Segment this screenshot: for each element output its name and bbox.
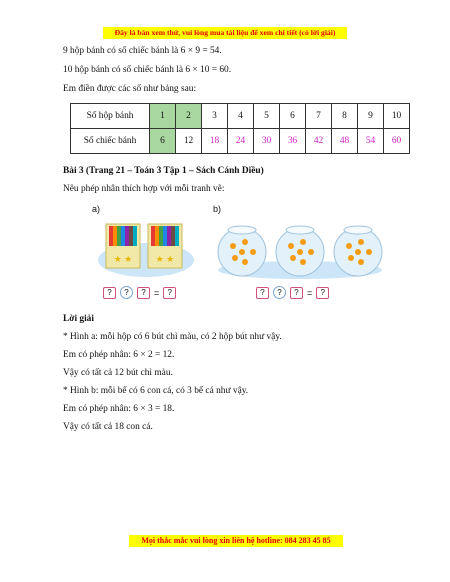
table-cell: 60 [384, 129, 410, 154]
answer-box[interactable]: ? [290, 287, 303, 299]
answer-box[interactable]: ? [103, 287, 116, 299]
answer-box[interactable]: ? [163, 287, 176, 299]
operator-circle[interactable]: ? [120, 286, 133, 299]
table-cell: 30 [254, 129, 280, 154]
table-cell: 2 [176, 104, 202, 129]
table-cell: 24 [228, 129, 254, 154]
svg-text:★ ★: ★ ★ [113, 254, 133, 264]
table-cell: 6 [280, 104, 306, 129]
fish-bowl [218, 226, 266, 276]
figure-b-equation [256, 286, 329, 299]
text-line-table-intro: Em điền được các số như bảng sau: [63, 84, 197, 94]
figure-b-label: b) [213, 204, 222, 214]
solution-line: * Hình a: mỗi hộp có 6 bút chì màu, có 2 hộp bút như vậy. [63, 332, 282, 342]
answer-box[interactable]: ? [137, 287, 150, 299]
text-line-boxes-10: 10 hộp bánh có số chiếc bánh là 6 × 10 = 60. [63, 65, 232, 75]
table-cell: 9 [358, 104, 384, 129]
answer-box[interactable]: ? [316, 287, 329, 299]
table-row-label: Số chiếc bánh [71, 129, 150, 154]
table-cell: 7 [306, 104, 332, 129]
operator-circle[interactable]: ? [273, 286, 286, 299]
preview-banner: Đây là bản xem thử, vui lòng mua tài liệu để xem chi tiết (có lời giải) [103, 27, 347, 39]
table-cell: 10 [384, 104, 410, 129]
table-cell: 5 [254, 104, 280, 129]
table-cell: 4 [228, 104, 254, 129]
solution-line: Em có phép nhân: 6 × 2 = 12. [63, 350, 175, 360]
fish-bowl [276, 226, 324, 276]
hotline-footer: Mọi thắc mắc vui lòng xin liên hệ hotline: 084 283 45 85 [129, 535, 343, 547]
figure-a-label: a) [92, 204, 101, 214]
svg-text:★ ★: ★ ★ [155, 254, 175, 264]
table-cell: 18 [202, 129, 228, 154]
table-cell: 42 [306, 129, 332, 154]
pencil-boxes-illustration [96, 214, 196, 280]
solution-line: Vậy có tất cả 18 con cá. [63, 422, 153, 432]
fish-bowls-illustration [215, 218, 385, 280]
equals-sign: = [154, 287, 160, 298]
figure-a-equation [103, 286, 176, 299]
table-row-label: Số hộp bánh [71, 104, 150, 129]
exercise-title: Bài 3 (Trang 21 – Toán 3 Tập 1 – Sách Cánh Diều) [63, 166, 264, 176]
exercise-prompt: Nêu phép nhân thích hợp với mỗi tranh vẽ: [63, 184, 225, 194]
solution-line: Em có phép nhân: 6 × 3 = 18. [63, 404, 175, 414]
pencil-box [148, 224, 182, 268]
table-cell: 1 [150, 104, 176, 129]
table-cell: 36 [280, 129, 306, 154]
table-row-boxes [71, 104, 410, 129]
table-cell: 12 [176, 129, 202, 154]
table-cell: 8 [332, 104, 358, 129]
cake-table [70, 103, 410, 154]
table-cell: 54 [358, 129, 384, 154]
fish-bowl [334, 226, 382, 276]
table-cell: 3 [202, 104, 228, 129]
solution-title: Lời giải [63, 314, 94, 324]
text-line-boxes-9: 9 hộp bánh có số chiếc bánh là 6 × 9 = 54. [63, 46, 222, 56]
table-cell: 6 [150, 129, 176, 154]
solution-line: Vậy có tất cả 12 bút chì màu. [63, 368, 173, 378]
table-row-cakes [71, 129, 410, 154]
table-cell: 48 [332, 129, 358, 154]
equals-sign: = [307, 287, 313, 298]
solution-line: * Hình b: mỗi bể có 6 con cá, có 3 bể cá như vậy. [63, 386, 249, 396]
answer-box[interactable]: ? [256, 287, 269, 299]
pencil-box [106, 224, 140, 268]
